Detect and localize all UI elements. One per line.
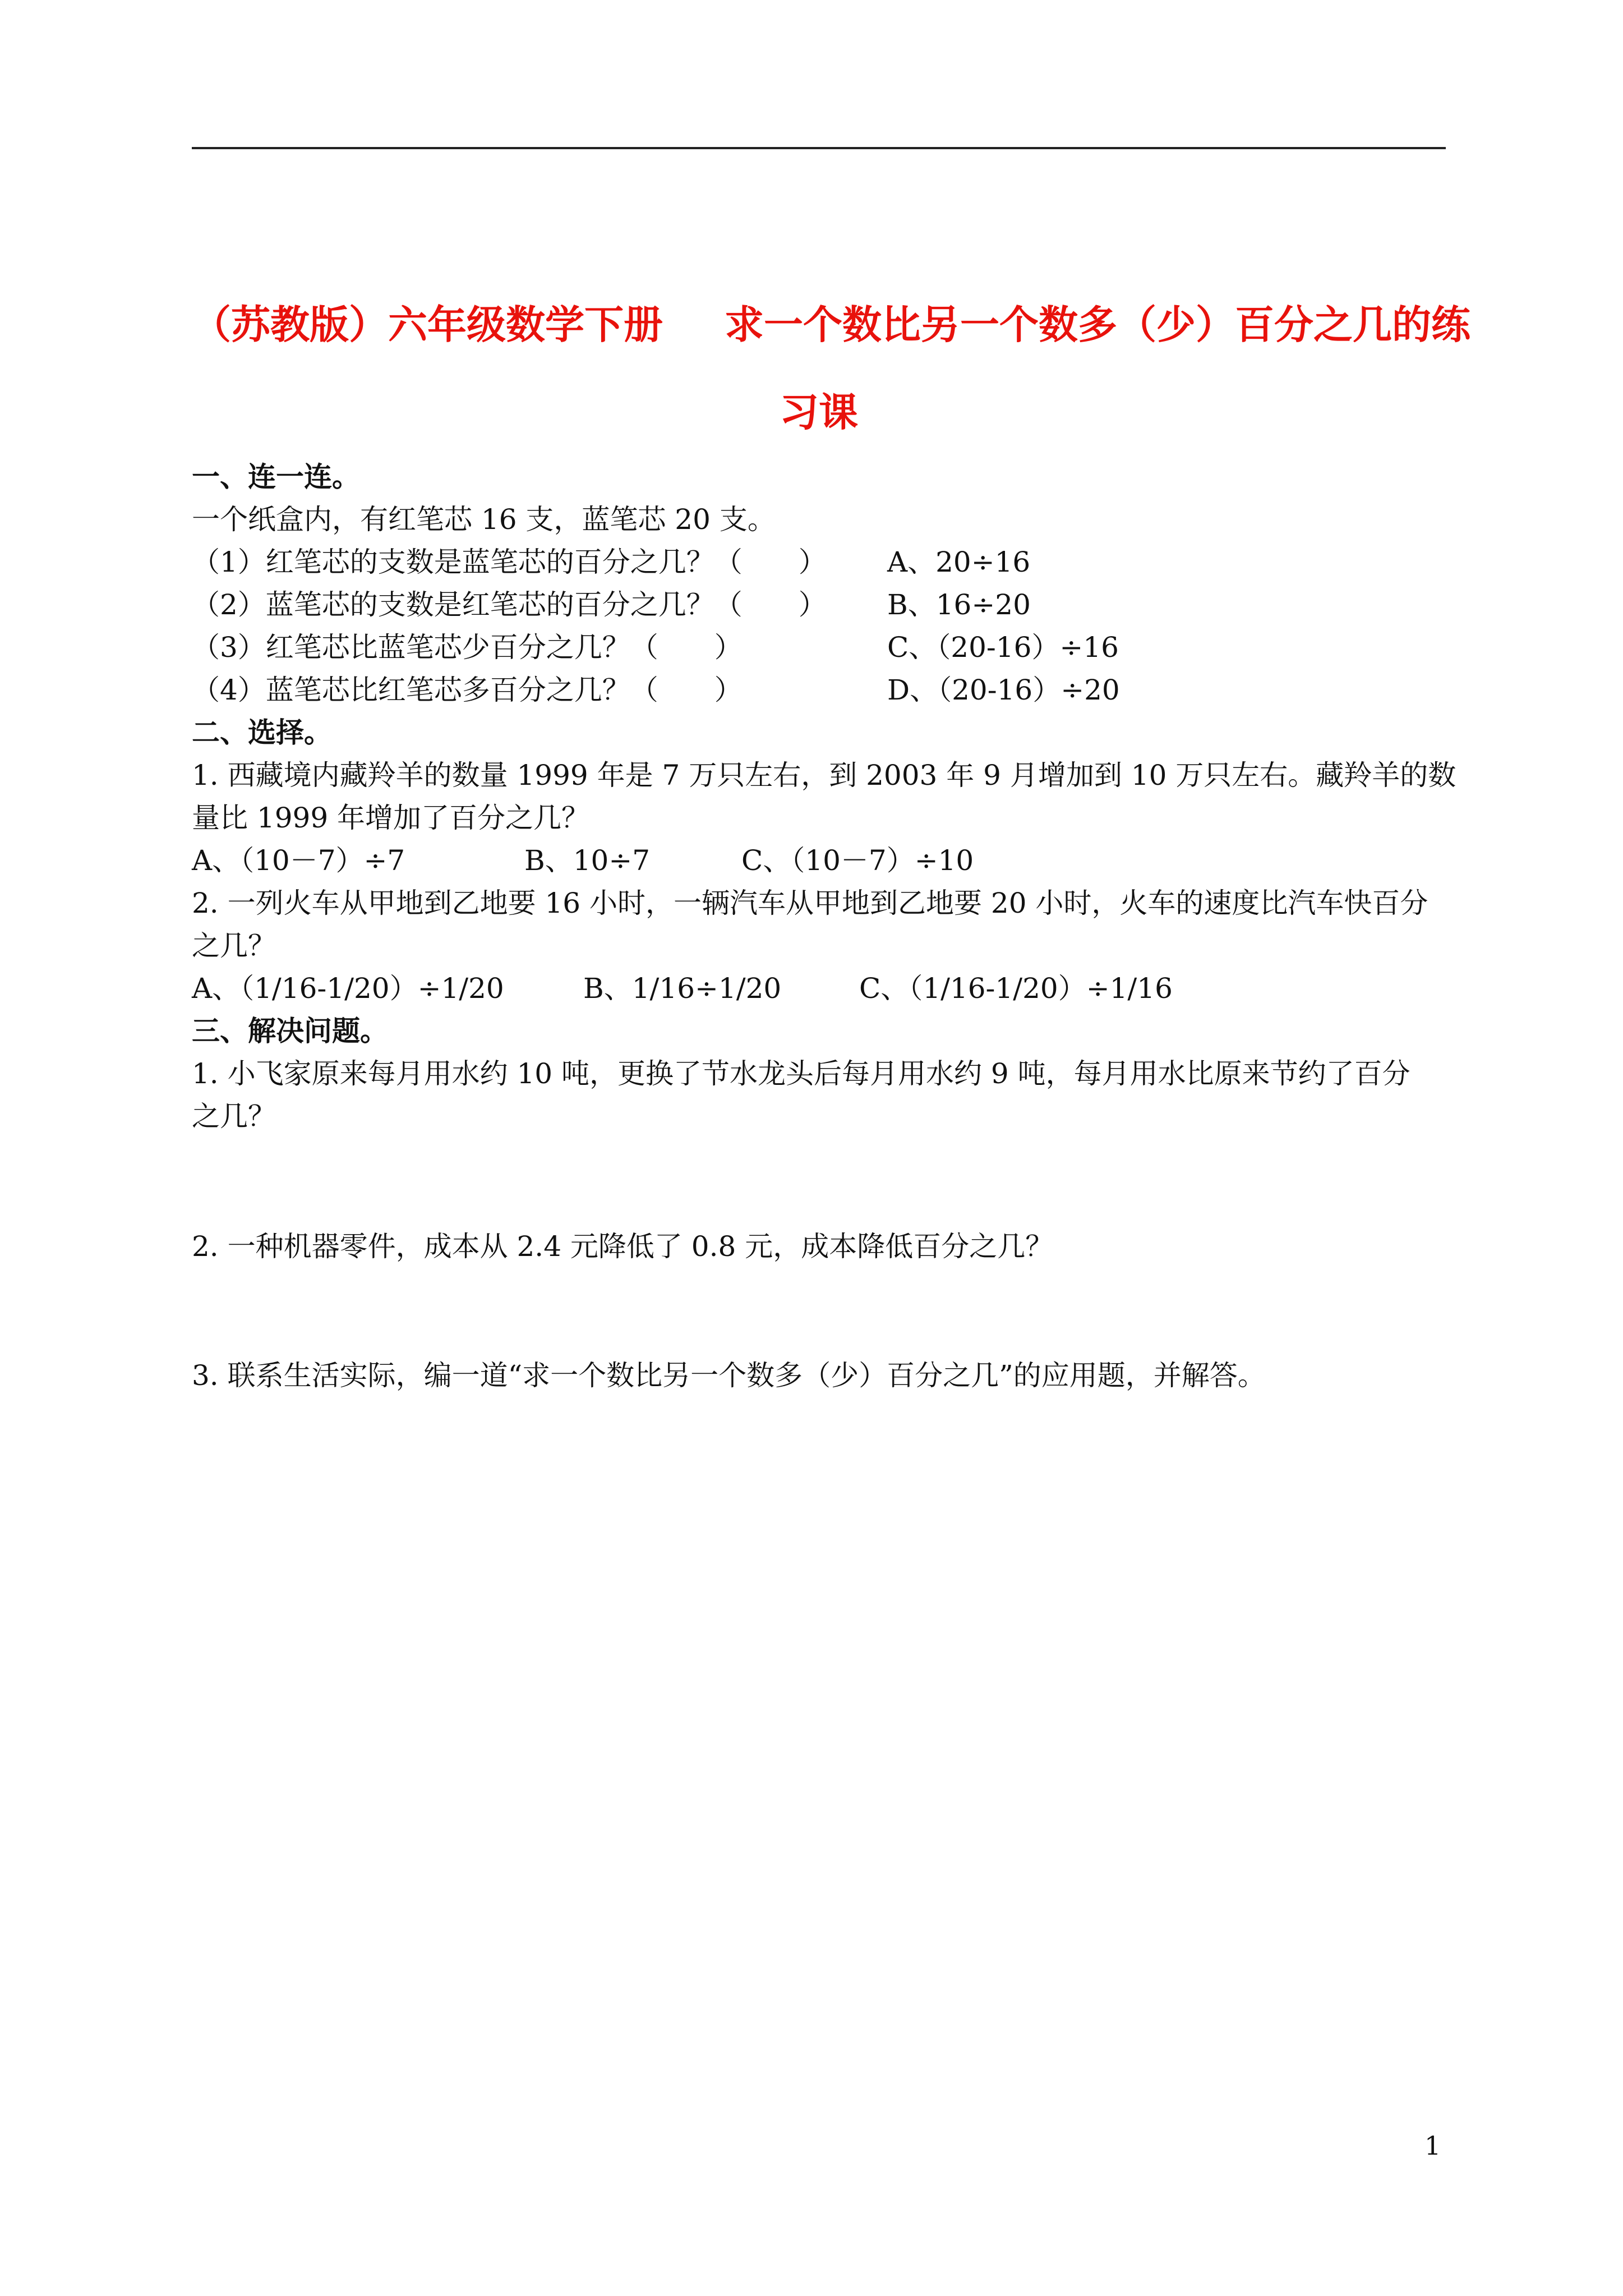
match-answer-b: B、16÷20 bbox=[887, 588, 1031, 621]
title-part2: 求一个数比另一个数多（少）百分之几的练 bbox=[725, 301, 1470, 348]
choice-question-2-line1: 2. 一列火车从甲地到乙地要 16 小时，一辆汽车从甲地到乙地要 20 小时，火车的速度比汽车快百分 bbox=[192, 887, 1428, 919]
match-answer-a: A、20÷16 bbox=[887, 546, 1031, 578]
section1-heading: 一、连一连。 bbox=[192, 460, 360, 493]
match-question-3: （3）红笔芯比蓝笔芯少百分之几？（ ） bbox=[192, 631, 743, 664]
problem-1-line2: 之几？ bbox=[192, 1100, 276, 1133]
match-question-1: （1）红笔芯的支数是蓝笔芯的百分之几？（ ） bbox=[192, 546, 827, 578]
choice-2-option-b: B、1/16÷1/20 bbox=[583, 972, 782, 1005]
section2-heading: 二、选择。 bbox=[192, 716, 332, 749]
title-part1: （苏教版）六年级数学下册 bbox=[192, 301, 663, 348]
match-question-2: （2）蓝笔芯的支数是红笔芯的百分之几？（ ） bbox=[192, 588, 827, 621]
problem-1-line1: 1. 小飞家原来每月用水约 10 吨，更换了节水龙头后每月用水约 9 吨，每月用水比原来节约了百分 bbox=[192, 1057, 1410, 1090]
problem-2: 2. 一种机器零件，成本从 2.4 元降低了 0.8 元，成本降低百分之几？ bbox=[192, 1230, 1054, 1263]
match-answer-c: C、（20-16）÷16 bbox=[887, 631, 1119, 664]
section3-heading: 三、解决问题。 bbox=[192, 1014, 388, 1047]
page-title-continued: 习课 bbox=[780, 389, 858, 435]
choice-2-option-a: A、（1/16-1/20）÷1/20 bbox=[192, 972, 504, 1005]
choice-1-option-c: C、（10－7）÷10 bbox=[741, 844, 974, 877]
header-rule bbox=[192, 147, 1446, 149]
match-question-4: （4）蓝笔芯比红笔芯多百分之几？（ ） bbox=[192, 674, 743, 706]
choice-1-option-b: B、10÷7 bbox=[524, 844, 651, 877]
page-number: 1 bbox=[1424, 2131, 1441, 2161]
section1-intro: 一个纸盒内，有红笔芯 16 支，蓝笔芯 20 支。 bbox=[192, 503, 776, 536]
choice-question-1-line2: 量比 1999 年增加了百分之几？ bbox=[192, 802, 590, 834]
choice-question-2-line2: 之几？ bbox=[192, 930, 276, 962]
choice-2-option-c: C、（1/16-1/20）÷1/16 bbox=[859, 972, 1173, 1005]
page-title bbox=[192, 300, 1470, 350]
choice-question-1-line1: 1. 西藏境内藏羚羊的数量 1999 年是 7 万只左右，到 2003 年 9 月增加到 10 万只左右。藏羚羊的数 bbox=[192, 759, 1456, 792]
problem-3: 3. 联系生活实际，编一道“求一个数比另一个数多（少）百分之几”的应用题，并解答。 bbox=[192, 1359, 1266, 1392]
match-answer-d: D、（20-16）÷20 bbox=[887, 674, 1120, 706]
choice-1-option-a: A、（10－7）÷7 bbox=[192, 844, 405, 877]
